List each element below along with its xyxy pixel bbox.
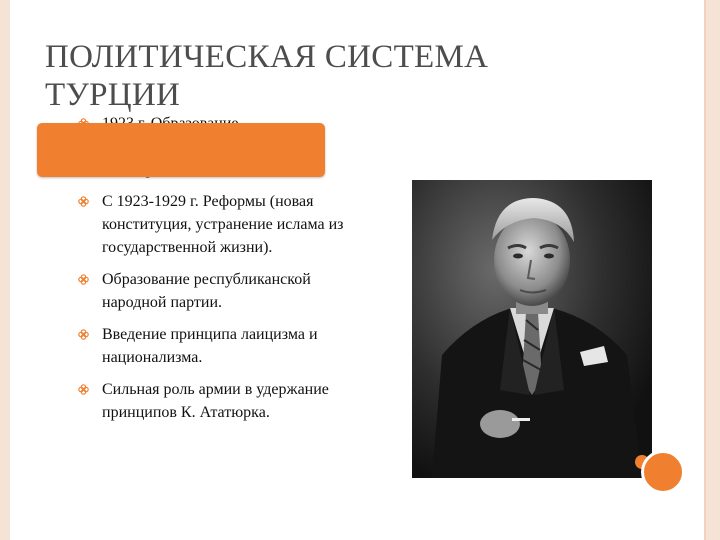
star-flower-bullet-icon: [78, 384, 89, 395]
star-flower-bullet-icon: [78, 196, 89, 207]
portrait-photo: [412, 180, 652, 478]
bullet-text: Введение принципа лаицизма и национализма.: [102, 326, 318, 366]
decorative-circle: [641, 450, 685, 494]
bullet-item: [76, 268, 376, 314]
bullet-item: [76, 190, 376, 259]
slide-title: ПОЛИТИЧЕСКАЯ СИСТЕМА ТУРЦИИ: [45, 39, 489, 113]
orange-highlight-bar: [37, 123, 325, 177]
bullet-text: С 1923-1929 г. Реформы (новая конституция, устранение ислама из государственной жизни).: [102, 193, 344, 256]
slide-frame-left: [0, 0, 10, 540]
bullet-item: [76, 378, 376, 424]
star-flower-bullet-icon: [78, 274, 89, 285]
star-flower-bullet-icon: [78, 329, 89, 340]
bullet-text: Сильная роль армии в удержание принципов К. Ататюрка.: [102, 381, 329, 421]
bullet-item: [76, 323, 376, 369]
slide-frame-right: [706, 0, 720, 540]
bullet-text: Образование республиканской народной партии.: [102, 271, 311, 311]
